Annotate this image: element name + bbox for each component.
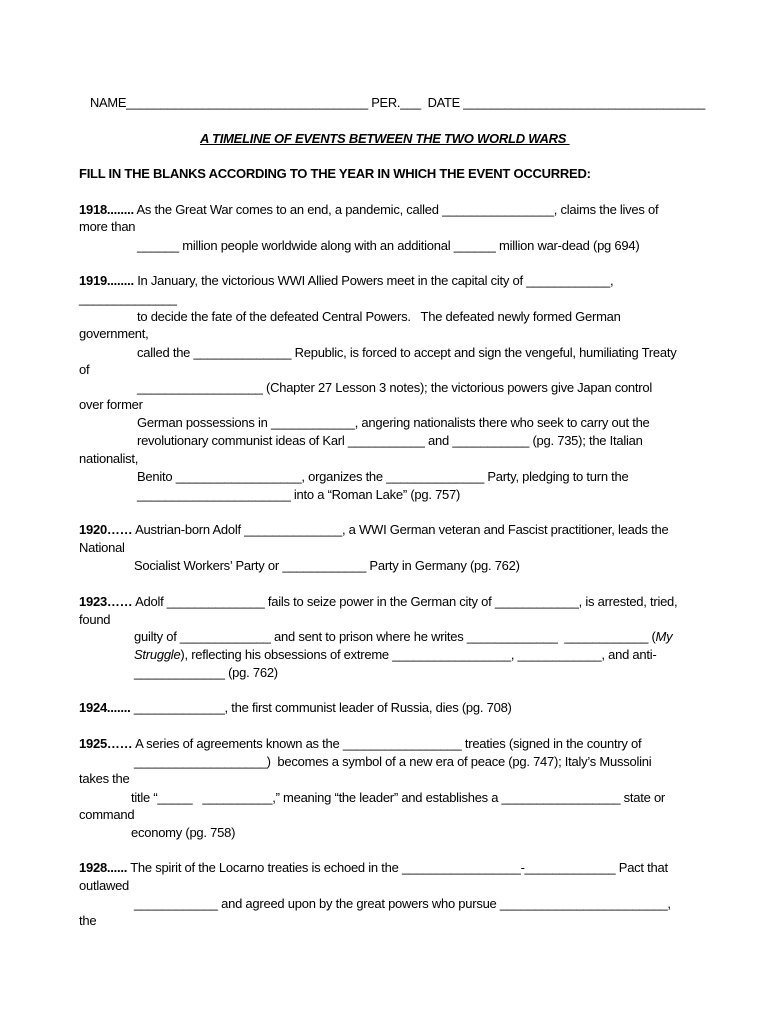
- entry-1920-line-2: National: [79, 540, 125, 555]
- entry-1919-line-7: __________________ (Chapter 27 Lesson 3 notes); the victorious powers give Japan control: [137, 380, 652, 395]
- name-per-date-line: NAME___________________________________ PER.___ DATE ___________________________________: [90, 95, 706, 110]
- entry-1919-line-13: ______________________ into a “Roman Lake” (pg. 757): [137, 487, 461, 502]
- entry-1919-line-10: revolutionary communist ideas of Karl ___________ and ___________ (pg. 735); the Italian: [137, 433, 643, 448]
- book-title-italic: Struggle: [134, 647, 181, 662]
- book-title-italic: My: [655, 629, 673, 644]
- entry-1928-line-4: the: [79, 913, 97, 928]
- entry-1919-line-3: to decide the fate of the defeated Central Powers. The defeated newly formed German: [137, 309, 621, 324]
- entry-1925-line-3: takes the: [79, 771, 130, 786]
- entry-year: 1923……: [79, 594, 133, 609]
- entry-year: 1924.......: [79, 700, 131, 715]
- entry-year: 1920……: [79, 522, 133, 537]
- entry-1918-line-1: 1918........ As the Great War comes to an end, a pandemic, called ________________, claims the lives of: [79, 202, 659, 217]
- entry-1925-line-5: command: [79, 807, 135, 822]
- entry-1919-line-11: nationalist,: [79, 451, 139, 466]
- entry-1925-line-2: ___________________) becomes a symbol of a new era of peace (pg. 747); Italy’s Mussolini: [134, 754, 652, 769]
- entry-1919-line-6: of: [79, 362, 90, 377]
- entry-1925-line-1: 1925…… A series of agreements known as the _________________ treaties (signed in the country of: [79, 736, 642, 751]
- entry-1919-line-5: called the ______________ Republic, is forced to accept and sign the vengeful, humiliating Treaty: [137, 345, 677, 360]
- entry-1925-line-6: economy (pg. 758): [131, 825, 236, 840]
- entry-1919-line-2: ______________: [79, 291, 177, 306]
- entry-1923-line-5: _____________ (pg. 762): [134, 665, 278, 680]
- page-title: A TIMELINE OF EVENTS BETWEEN THE TWO WORLD WARS: [200, 131, 570, 146]
- entry-1918-line-3: ______ million people worldwide along with an additional ______ million war-dead (pg 694): [137, 238, 640, 253]
- instructions: FILL IN THE BLANKS ACCORDING TO THE YEAR IN WHICH THE EVENT OCCURRED:: [79, 166, 591, 181]
- entry-1919-line-8: over former: [79, 397, 143, 412]
- entry-1920-line-3: Socialist Workers’ Party or ____________ Party in Germany (pg. 762): [134, 558, 520, 573]
- entry-1918-line-2: more than: [79, 219, 136, 234]
- entry-1919-line-12: Benito __________________, organizes the ______________ Party, pledging to turn the: [137, 469, 629, 484]
- entry-year: 1919........: [79, 273, 134, 288]
- entry-1919-line-4: government,: [79, 326, 149, 341]
- entry-1925-line-4: title “_____ __________,” meaning “the leader” and establishes a _________________ state or: [131, 790, 665, 805]
- entry-1920-line-1: 1920…… Austrian-born Adolf ______________, a WWI German veteran and Fascist practitioner, leads the: [79, 522, 669, 537]
- entry-1928-line-2: outlawed: [79, 878, 130, 893]
- entry-year: 1918........: [79, 202, 134, 217]
- entry-1923-line-1: 1923…… Adolf ______________ fails to seize power in the German city of ____________, is arrested, tried,: [79, 594, 678, 609]
- entry-1923-line-3: guilty of _____________ and sent to prison where he writes _____________ ____________ (My: [134, 629, 673, 644]
- entry-1928-line-1: 1928...... The spirit of the Locarno treaties is echoed in the _________________-_____________ Pact that: [79, 860, 668, 875]
- entry-1919-line-9: German possessions in ____________, angering nationalists there who seek to carry out the: [137, 415, 650, 430]
- entry-1919-line-1: 1919........ In January, the victorious WWI Allied Powers meet in the capital city of ____________,: [79, 273, 614, 288]
- entry-year: 1925……: [79, 736, 133, 751]
- entry-1923-line-4: Struggle), reflecting his obsessions of extreme _________________, ____________, and anti-: [134, 647, 657, 662]
- entry-1923-line-2: found: [79, 612, 111, 627]
- entry-1924-line-1: 1924....... _____________, the first communist leader of Russia, dies (pg. 708): [79, 700, 512, 715]
- entry-1928-line-3: ____________ and agreed upon by the great powers who pursue ________________________,: [134, 896, 671, 911]
- entry-year: 1928......: [79, 860, 128, 875]
